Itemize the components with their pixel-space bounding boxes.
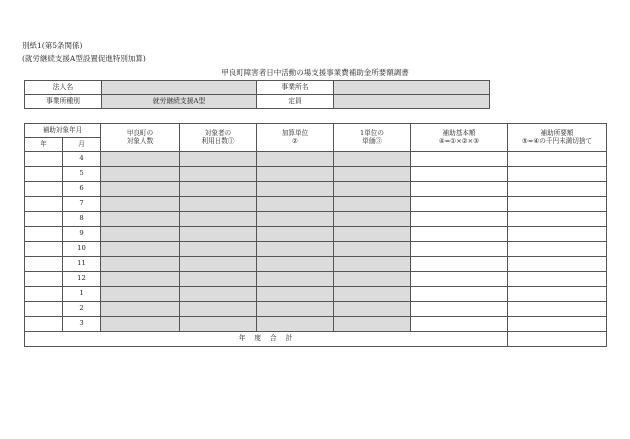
corp-value[interactable] bbox=[102, 81, 257, 95]
month-cell: 1 bbox=[63, 287, 101, 302]
table-row bbox=[25, 302, 607, 317]
staff-label: 定員 bbox=[257, 95, 334, 109]
required-amount-cell[interactable] bbox=[508, 257, 607, 272]
office-label: 事業所名 bbox=[257, 81, 334, 95]
usage-days-cell[interactable] bbox=[180, 227, 257, 242]
fiscal-total-value[interactable] bbox=[508, 332, 607, 347]
month-cell: 12 bbox=[63, 272, 101, 287]
unit-price-cell[interactable] bbox=[334, 317, 411, 332]
table-row bbox=[25, 242, 607, 257]
header-target-count: 甲良町の 対象人数 bbox=[101, 124, 180, 152]
document-title: 甲良町障害者日中活動の場支援事業費補助金所要額調書 bbox=[221, 68, 409, 77]
usage-days-cell[interactable] bbox=[180, 242, 257, 257]
add-units-cell[interactable] bbox=[257, 182, 334, 197]
target-count-cell[interactable] bbox=[101, 152, 180, 167]
base-amount-cell[interactable] bbox=[411, 272, 508, 287]
target-count-cell[interactable] bbox=[101, 212, 180, 227]
usage-days-cell[interactable] bbox=[180, 212, 257, 227]
base-amount-cell[interactable] bbox=[411, 167, 508, 182]
fiscal-total-label: 年 度 合 計 bbox=[25, 332, 508, 347]
header-base-amount: 補助基本額 ④=①×②×③ bbox=[411, 124, 508, 152]
main-table bbox=[24, 123, 607, 347]
month-cell: 11 bbox=[63, 257, 101, 272]
target-count-cell[interactable] bbox=[101, 182, 180, 197]
base-amount-cell[interactable] bbox=[411, 287, 508, 302]
unit-price-cell[interactable] bbox=[334, 272, 411, 287]
header-month: 月 bbox=[63, 138, 101, 152]
target-count-cell[interactable] bbox=[101, 227, 180, 242]
header-period: 補助対象年月 bbox=[25, 124, 101, 138]
target-count-cell[interactable] bbox=[101, 317, 180, 332]
target-count-cell[interactable] bbox=[101, 257, 180, 272]
unit-price-cell[interactable] bbox=[334, 302, 411, 317]
required-amount-cell[interactable] bbox=[508, 302, 607, 317]
usage-days-cell[interactable] bbox=[180, 257, 257, 272]
table-row bbox=[25, 287, 607, 302]
year-cell[interactable] bbox=[25, 272, 63, 287]
month-cell: 5 bbox=[63, 167, 101, 182]
unit-price-cell[interactable] bbox=[334, 167, 411, 182]
kind-label: 事業所種別 bbox=[25, 95, 102, 109]
usage-days-cell[interactable] bbox=[180, 302, 257, 317]
year-cell[interactable] bbox=[25, 287, 63, 302]
unit-price-cell[interactable] bbox=[334, 287, 411, 302]
add-units-cell[interactable] bbox=[257, 272, 334, 287]
base-amount-cell[interactable] bbox=[411, 182, 508, 197]
required-amount-cell[interactable] bbox=[508, 167, 607, 182]
add-units-cell[interactable] bbox=[257, 197, 334, 212]
month-cell: 8 bbox=[63, 212, 101, 227]
month-cell: 2 bbox=[63, 302, 101, 317]
table-row bbox=[25, 257, 607, 272]
required-amount-cell[interactable] bbox=[508, 212, 607, 227]
add-units-cell[interactable] bbox=[257, 212, 334, 227]
unit-price-cell[interactable] bbox=[334, 242, 411, 257]
table-row bbox=[25, 182, 607, 197]
add-units-cell[interactable] bbox=[257, 287, 334, 302]
year-cell[interactable] bbox=[25, 317, 63, 332]
form-number: 別紙1(第5条関係) bbox=[22, 41, 83, 50]
base-amount-cell[interactable] bbox=[411, 242, 508, 257]
year-cell[interactable] bbox=[25, 152, 63, 167]
year-cell[interactable] bbox=[25, 197, 63, 212]
add-units-cell[interactable] bbox=[257, 317, 334, 332]
month-cell: 10 bbox=[63, 242, 101, 257]
form-type: (就労継続支援A型設置促進特別加算) bbox=[22, 54, 146, 63]
header-year: 年 bbox=[25, 138, 63, 152]
target-count-cell[interactable] bbox=[101, 167, 180, 182]
required-amount-cell[interactable] bbox=[508, 197, 607, 212]
table-row bbox=[25, 317, 607, 332]
add-units-cell[interactable] bbox=[257, 227, 334, 242]
month-cell: 7 bbox=[63, 197, 101, 212]
base-amount-cell[interactable] bbox=[411, 197, 508, 212]
usage-days-cell[interactable] bbox=[180, 317, 257, 332]
unit-price-cell[interactable] bbox=[334, 212, 411, 227]
usage-days-cell[interactable] bbox=[180, 152, 257, 167]
header-add-units: 加算単位 ② bbox=[257, 124, 334, 152]
target-count-cell[interactable] bbox=[101, 272, 180, 287]
base-amount-cell[interactable] bbox=[411, 212, 508, 227]
year-cell[interactable] bbox=[25, 227, 63, 242]
unit-price-cell[interactable] bbox=[334, 197, 411, 212]
unit-price-cell[interactable] bbox=[334, 257, 411, 272]
required-amount-cell[interactable] bbox=[508, 242, 607, 257]
staff-value[interactable] bbox=[334, 95, 490, 109]
required-amount-cell[interactable] bbox=[508, 182, 607, 197]
month-cell: 6 bbox=[63, 182, 101, 197]
table-row bbox=[25, 227, 607, 242]
month-cell: 3 bbox=[63, 317, 101, 332]
usage-days-cell[interactable] bbox=[180, 182, 257, 197]
add-units-cell[interactable] bbox=[257, 242, 334, 257]
base-amount-cell[interactable] bbox=[411, 152, 508, 167]
target-count-cell[interactable] bbox=[101, 302, 180, 317]
target-count-cell[interactable] bbox=[101, 287, 180, 302]
usage-days-cell[interactable] bbox=[180, 167, 257, 182]
year-cell[interactable] bbox=[25, 242, 63, 257]
info-table bbox=[24, 80, 490, 109]
usage-days-cell[interactable] bbox=[180, 287, 257, 302]
month-cell: 4 bbox=[63, 152, 101, 167]
add-units-cell[interactable] bbox=[257, 302, 334, 317]
required-amount-cell[interactable] bbox=[508, 227, 607, 242]
add-units-cell[interactable] bbox=[257, 152, 334, 167]
unit-price-cell[interactable] bbox=[334, 227, 411, 242]
corp-label: 法人名 bbox=[25, 81, 102, 95]
header-unit-price: 1単位の 単価③ bbox=[334, 124, 411, 152]
add-units-cell[interactable] bbox=[257, 257, 334, 272]
table-row bbox=[25, 152, 607, 167]
table-row bbox=[25, 212, 607, 227]
base-amount-cell[interactable] bbox=[411, 302, 508, 317]
table-row bbox=[25, 272, 607, 287]
required-amount-cell[interactable] bbox=[508, 317, 607, 332]
usage-days-cell[interactable] bbox=[180, 272, 257, 287]
month-cell: 9 bbox=[63, 227, 101, 242]
target-count-cell[interactable] bbox=[101, 197, 180, 212]
usage-days-cell[interactable] bbox=[180, 197, 257, 212]
required-amount-cell[interactable] bbox=[508, 287, 607, 302]
table-row bbox=[25, 167, 607, 182]
add-units-cell[interactable] bbox=[257, 167, 334, 182]
kind-value: 就労継続支援A型 bbox=[102, 95, 257, 109]
header-usage-days: 対象者の 利用日数① bbox=[180, 124, 257, 152]
target-count-cell[interactable] bbox=[101, 242, 180, 257]
required-amount-cell[interactable] bbox=[508, 272, 607, 287]
header-required-amount: 補助所要額 ⑤=④の千円未満切捨て bbox=[508, 124, 607, 152]
year-cell[interactable] bbox=[25, 302, 63, 317]
year-cell[interactable] bbox=[25, 182, 63, 197]
unit-price-cell[interactable] bbox=[334, 182, 411, 197]
office-value[interactable] bbox=[334, 81, 490, 95]
year-cell[interactable] bbox=[25, 167, 63, 182]
table-row bbox=[25, 197, 607, 212]
base-amount-cell[interactable] bbox=[411, 317, 508, 332]
base-amount-cell[interactable] bbox=[411, 227, 508, 242]
base-amount-cell[interactable] bbox=[411, 257, 508, 272]
required-amount-cell[interactable] bbox=[508, 152, 607, 167]
unit-price-cell[interactable] bbox=[334, 152, 411, 167]
year-cell[interactable] bbox=[25, 257, 63, 272]
year-cell[interactable] bbox=[25, 212, 63, 227]
